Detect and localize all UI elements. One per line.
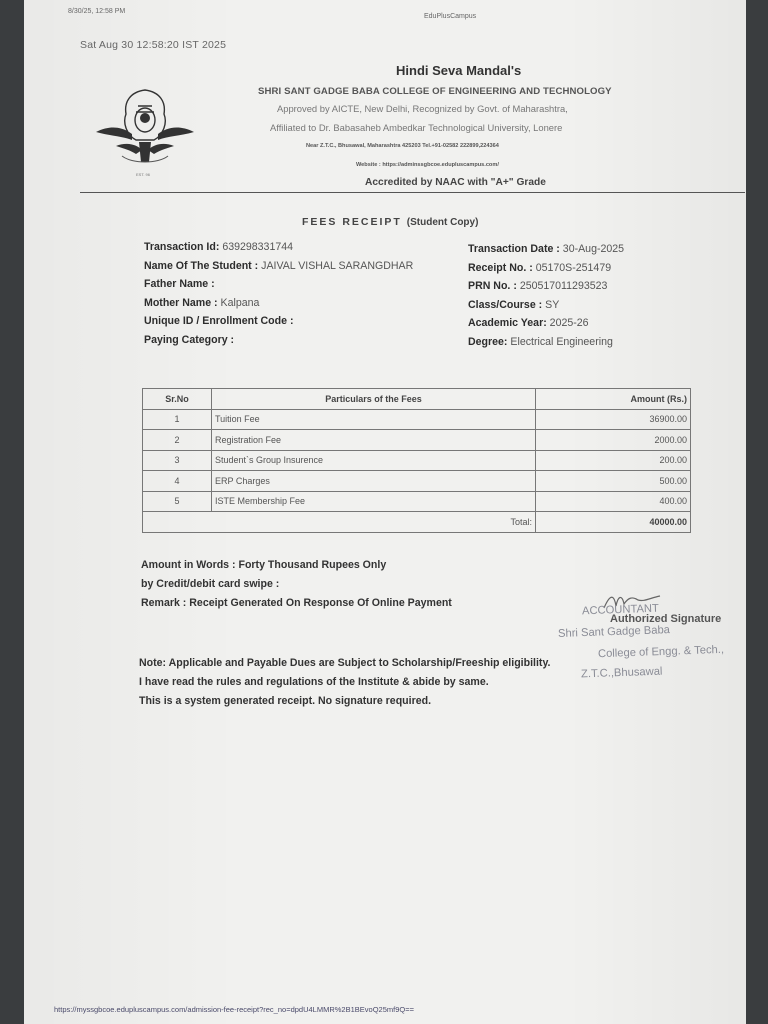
- cell-srno: 4: [143, 471, 212, 492]
- col-header-amount: Amount (Rs.): [536, 389, 691, 410]
- col-header-srno: Sr.No: [143, 389, 212, 410]
- generated-datetime: Sat Aug 30 12:58:20 IST 2025: [80, 39, 227, 51]
- page-url: https://myssgbcoe.edupluscampus.com/admission-fee-receipt?rec_no=dpdU4LMMR%2B1BEvoQ25mf9Q==: [54, 1005, 414, 1014]
- info-label: Transaction Date :: [468, 243, 560, 255]
- receipt-title-text: FEES RECEIPT: [302, 216, 402, 228]
- stamp-college-name: Shri Sant Gadge Baba: [557, 624, 671, 640]
- receipt-page: [24, 0, 746, 1024]
- table-row: [143, 409, 691, 430]
- class-course-row: [468, 296, 624, 315]
- amount-in-words: Amount in Words : Forty Thousand Rupees Only: [141, 559, 387, 571]
- receipt-no-row: [468, 259, 624, 278]
- accreditation-line: Accredited by NAAC with "A+" Grade: [365, 177, 546, 188]
- info-value: SY: [545, 298, 560, 311]
- org-name: Hindi Seva Mandal's: [396, 63, 522, 78]
- logo-caption: EST. 96: [136, 172, 151, 177]
- info-label: Father Name :: [144, 278, 215, 291]
- unique-id-row: [144, 312, 413, 331]
- info-value: Electrical Engineering: [510, 335, 613, 348]
- cell-amount: 2000.00: [536, 430, 691, 451]
- info-label: Name Of The Student :: [144, 259, 259, 272]
- academic-year-row: [468, 314, 624, 333]
- stamp-location: Z.T.C.,Bhusawal: [580, 665, 663, 681]
- notes-block: [139, 654, 551, 711]
- info-label: Academic Year:: [468, 317, 547, 330]
- table-header-row: [143, 389, 691, 410]
- address-line: Near Z.T.C., Bhusawal, Maharashtra 425203 Tel.+91-02582 222899,224364: [306, 143, 499, 149]
- cell-srno: 1: [143, 409, 212, 430]
- accountant-stamp-line1: ACCOUNTANT: [581, 602, 660, 618]
- receipt-title: [302, 216, 478, 228]
- affiliation-line: Affiliated to Dr. Babasaheb Ambedkar Technological University, Lonere: [270, 122, 563, 133]
- receipt-info-left: [144, 238, 413, 350]
- info-label: Mother Name :: [144, 296, 218, 309]
- cell-amount: 200.00: [536, 450, 691, 471]
- table-row: [143, 430, 691, 451]
- info-label: Degree:: [468, 335, 508, 348]
- info-value: Kalpana: [220, 296, 260, 309]
- table-row: [143, 491, 691, 512]
- info-value: 2025-26: [549, 317, 589, 330]
- cell-srno: 3: [143, 450, 212, 471]
- mother-name-row: [144, 294, 413, 313]
- cell-amount: 500.00: [536, 471, 691, 492]
- prn-row: [468, 277, 624, 296]
- rules-note: I have read the rules and regulations of the Institute & abide by same.: [139, 676, 489, 688]
- col-header-particulars: Particulars of the Fees: [212, 389, 536, 410]
- cell-particular: Registration Fee: [212, 430, 536, 451]
- cell-particular: Tuition Fee: [212, 409, 536, 430]
- cell-srno: 2: [143, 430, 212, 451]
- info-value: 250517011293523: [519, 280, 608, 293]
- student-name-row: [144, 257, 413, 276]
- transaction-date-row: [468, 240, 624, 259]
- college-logo: [92, 84, 198, 178]
- degree-row: [468, 333, 624, 352]
- info-label: Unique ID / Enrollment Code :: [144, 315, 294, 328]
- receipt-copy-label: (Student Copy): [406, 217, 479, 228]
- info-label: PRN No. :: [468, 280, 517, 293]
- cell-particular: ISTE Membership Fee: [212, 491, 536, 512]
- website-line: Website : https://adminssgbcoe.edupluscampus.com/: [356, 162, 499, 168]
- info-label: Class/Course :: [468, 298, 543, 311]
- receipt-info-right: [468, 240, 624, 352]
- payment-mode: by Credit/debit card swipe :: [141, 578, 280, 590]
- system-generated-note: This is a system generated receipt. No signature required.: [139, 695, 432, 707]
- cell-amount: 400.00: [536, 491, 691, 512]
- info-label: Receipt No. :: [468, 261, 533, 274]
- header-divider: [80, 192, 745, 193]
- info-value: JAIVAL VISHAL SARANGDHAR: [261, 259, 414, 272]
- total-label: Total:: [143, 512, 536, 533]
- scholarship-note: Note: Applicable and Payable Dues are Subject to Scholarship/Freeship eligibility.: [139, 657, 551, 669]
- info-label: Paying Category :: [144, 333, 235, 346]
- college-name: SHRI SANT GADGE BABA COLLEGE OF ENGINEERING AND TECHNOLOGY: [258, 86, 612, 97]
- payment-remark: Remark : Receipt Generated On Response Of Online Payment: [141, 597, 452, 609]
- info-value: 639298331744: [222, 241, 294, 253]
- stamp-college-type: College of Engg. & Tech.,: [597, 643, 725, 661]
- table-row: [143, 450, 691, 471]
- print-timestamp: 8/30/25, 12:58 PM: [68, 8, 126, 15]
- info-value: 05170S-251479: [535, 261, 612, 274]
- transaction-id-row: [144, 238, 413, 257]
- cell-srno: 5: [143, 491, 212, 512]
- info-label: Transaction Id:: [144, 241, 220, 253]
- cell-amount: 36900.00: [536, 409, 691, 430]
- payment-summary: [141, 556, 452, 613]
- fees-table: [142, 388, 691, 533]
- info-value: 30-Aug-2025: [562, 243, 625, 255]
- authorized-signature-label: Authorized Signature: [610, 613, 722, 625]
- approval-line: Approved by AICTE, New Delhi, Recognized by Govt. of Maharashtra,: [277, 103, 568, 114]
- cell-particular: Student`s Group Insurence: [212, 450, 536, 471]
- total-row: [143, 512, 691, 533]
- total-value: 40000.00: [536, 512, 691, 533]
- table-row: [143, 471, 691, 492]
- cell-particular: ERP Charges: [212, 471, 536, 492]
- site-name: EduPlusCampus: [424, 13, 477, 20]
- father-name-row: [144, 275, 413, 294]
- paying-category-row: [144, 331, 413, 350]
